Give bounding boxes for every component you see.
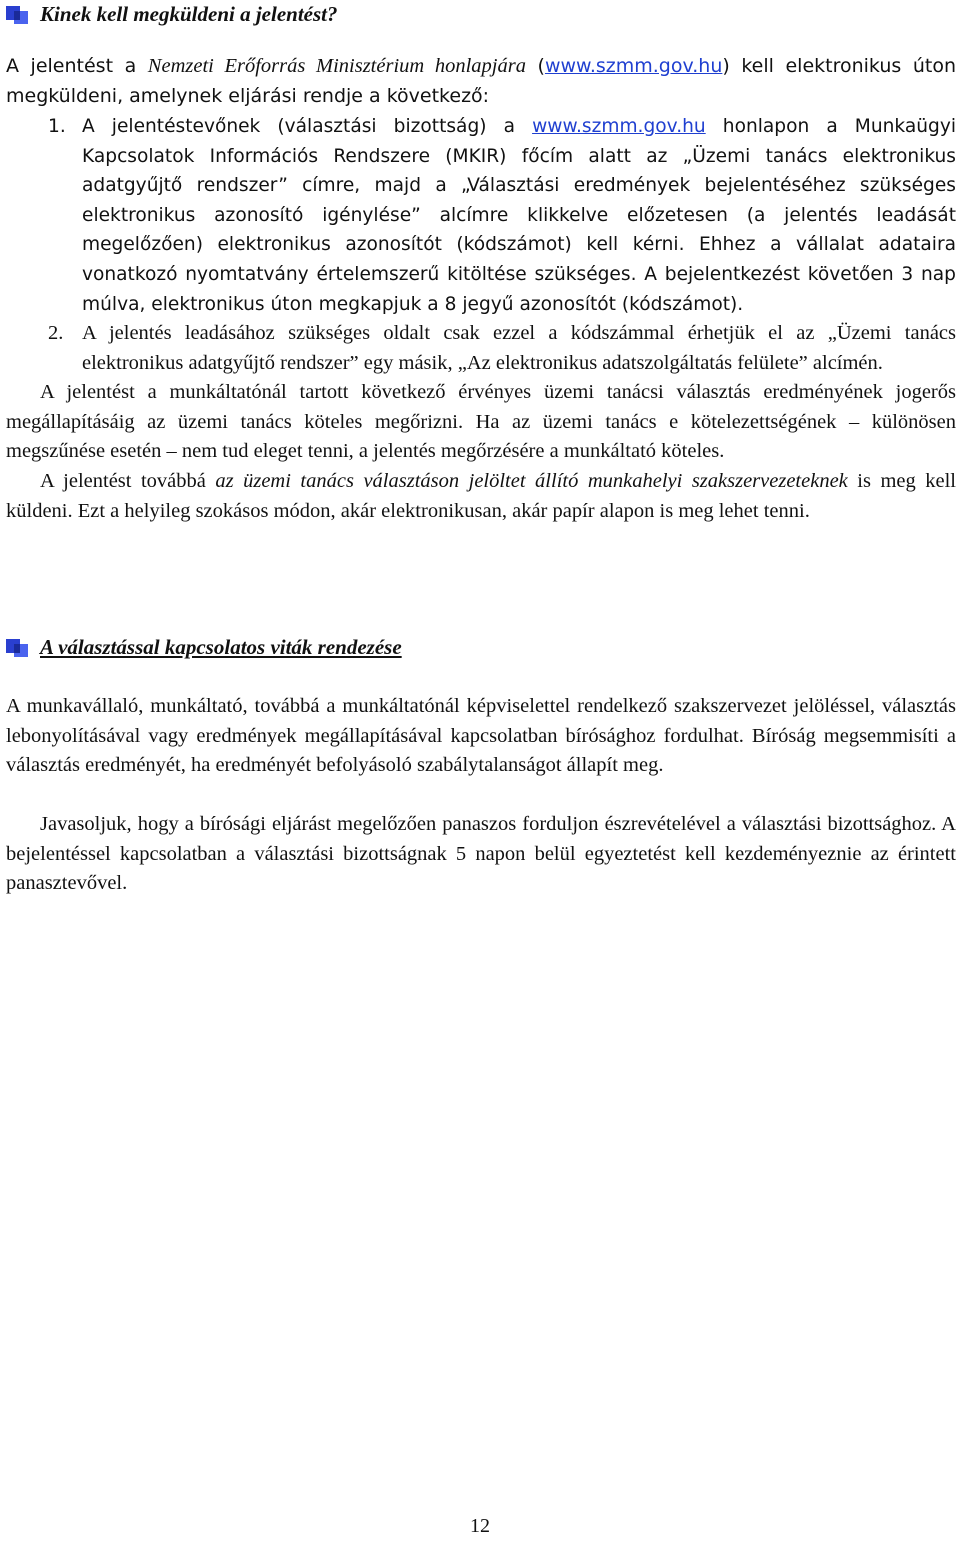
heading-text: A választással kapcsolatos viták rendezése <box>40 635 402 660</box>
court-paragraph: A munkavállaló, munkáltató, továbbá a munkáltatónál képviselettel rendelkező szakszervezet jelöléssel, választás lebonyolításával vagy eredmények megállapításával kapcsolatban bírósághoz fordulhat. Bíróság megsemmisíti a választás eredményét, ha eredményét befolyásoló szabálytalanságot állapít meg. <box>6 695 956 777</box>
union-emphasis: az üzemi tanács választáson jelöltet állító munkahelyi szakszervezeteknek <box>215 470 848 492</box>
intro-paragraph <box>6 52 956 111</box>
szmm-link[interactable]: www.szmm.gov.hu <box>532 116 706 137</box>
text: A jelentést továbbá <box>40 470 216 492</box>
ministry-name: Nemzeti Erőforrás Minisztérium honlapjára <box>147 55 526 77</box>
complaint-paragraph: Javasoljuk, hogy a bírósági eljárást megelőzően panaszos forduljon észrevételével a választási bizottsághoz. A bejelentéssel kapcsolatban a választási bizottságnak 5 napon belül egyeztetést kell kezdeményeznie az érintett panasztevővel. <box>6 813 956 895</box>
section-bullet-icon <box>6 6 28 24</box>
page-number: 12 <box>470 1515 490 1537</box>
text: ( <box>525 55 545 77</box>
list-number: 1. <box>48 116 66 137</box>
section-heading-disputes <box>6 633 402 663</box>
list-item <box>6 112 956 319</box>
text: A jelentéstevőnek (választási bizottság) a <box>82 116 533 137</box>
list-number: 2. <box>48 322 64 345</box>
szmm-link[interactable]: www.szmm.gov.hu <box>544 55 723 77</box>
text: is meg kell küldeni. Ezt a helyileg szokásos módon, akár elektronikusan, akár papír alapon is meg lehet tenni. <box>6 470 956 522</box>
section-bullet-icon <box>6 639 28 657</box>
heading-text: Kinek kell megküldeni a jelentést? <box>40 2 338 27</box>
union-paragraph <box>6 467 956 526</box>
text: A jelentést a <box>6 55 148 77</box>
section-heading-recipients <box>6 0 338 30</box>
text: ) kell elektronikus úton megküldeni, amelynek eljárási rendje a következő: <box>6 55 957 107</box>
text: A jelentés leadásához szükséges oldalt csak ezzel a kódszámmal érhetjük el az „Üzemi tanács elektronikus adatgyűjtő rendszer” egy másik, „Az elektronikus adatszolgáltatás felülete” alcímén. <box>82 322 956 374</box>
procedure-list <box>6 112 956 378</box>
retention-paragraph: A jelentést a munkáltatónál tartott következő érvényes üzemi tanácsi választás eredményének jogerős megállapításáig az üzemi tanács köteles megőrizni. Ha az üzemi tanács e kötelezettségének – különösen megszűnése esetén – nem tud eleget tenni, a jelentés megőrzésére a munkáltató köteles. <box>6 381 956 463</box>
list-item <box>6 319 956 378</box>
text: honlapon a Munkaügyi Kapcsolatok Információs Rendszere (MKIR) főcím alatt az „Üzemi tanács elektronikus adatgyűjtő rendszer” címre, majd a „Választási eredmények bejelentéséhez szükséges elektronikus azonosító igénylése” alcímre klikkelve előzetesen (a jelentés leadását megelőzően) elektronikus azonosítót (kódszámot) kell kérni. Ehhez a vállalat adataira vonatkozó nyomtatvány értelemszerű kitöltése szükséges. A bejelentkezést követően 3 nap múlva, elektronikus úton megkapjuk a 8 jegyű azonosítót (kódszámot). <box>82 116 957 315</box>
